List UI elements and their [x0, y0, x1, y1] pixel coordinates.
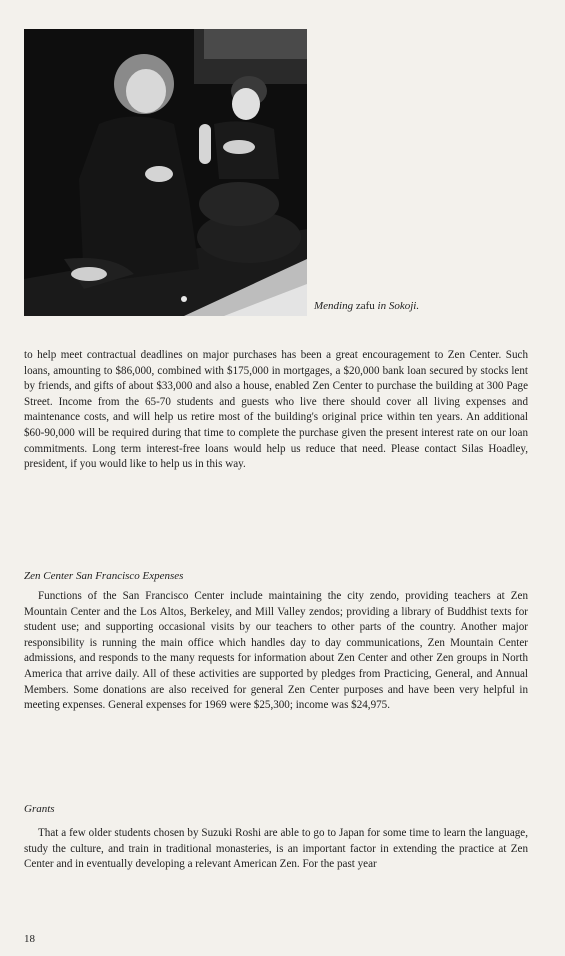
- caption-plain: zafu: [355, 300, 375, 312]
- caption-italic-2: in Sokoji.: [377, 300, 420, 312]
- paragraph-grants: That a few older students chosen by Suzuki Roshi are able to go to Japan for some time to learn the language, study the culture, and train in traditional monasteries, is an important factor in extending the practice at Zen Center and in eventually developing a relevant American Zen. For the past year: [24, 827, 528, 871]
- paragraph-continued: to help meet contractual deadlines on major purchases has been a great encouragement to Zen Center. Such loans, amounting to $86,000, combined with $175,000 in mortgages, a $20,000 bank loan secured by stocks lent by friends, and gifts of about $33,000 and also a house, enabled Zen Center to purchase the building at 300 Page Street. Income from the 65-70 students and guests who live there should cover all living expenses and maintenance costs, and will help us retire most of the building's original price within ten years. An additional $60-90,000 will be required during that time to complete the purchase given the present interest rate on our loan commitments. Long term interest-free loans would help us reduce that need. Please contact Silas Hoadley, president, if you would like to help us in this way.: [24, 349, 528, 471]
- section-heading-grants: Grants: [24, 803, 55, 815]
- section-heading-expenses: Zen Center San Francisco Expenses: [24, 570, 184, 582]
- photo-two-women-sewing: [24, 29, 307, 316]
- figure-caption: [314, 300, 419, 312]
- caption-italic-1: Mending: [314, 300, 354, 312]
- paragraph-expenses: Functions of the San Francisco Center include maintaining the city zendo, providing teachers at Zen Mountain Center and the Los Altos, Berkeley, and Mill Valley zendos; providing a library of Buddhist texts for student use; and supporting occasional visits by our teachers to other parts of the country. Another major responsibility is running the main office which handles day to day communications, Zen Mountain Center admissions, and responds to the many requests for information about Zen Center and other Zen groups in North America that arrive daily. All of these activities are supported by pledges from Practicing, General, and Annual Members. Some donations are also received for general Zen Center purposes and have been very helpful in meeting expenses. General expenses for 1969 were $25,300; income was $24,975.: [24, 590, 528, 712]
- page-number: 18: [24, 933, 35, 945]
